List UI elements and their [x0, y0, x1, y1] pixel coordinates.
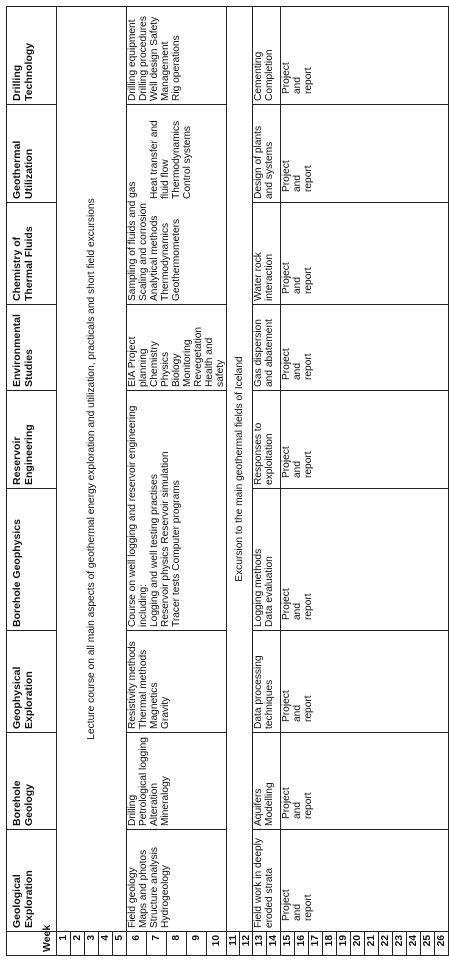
week-number: 1	[57, 932, 71, 956]
logging-methods-cell: Logging methods Data evaluation	[253, 489, 281, 631]
header-geological-exploration: Geological Exploration	[7, 830, 57, 932]
table-row	[281, 7, 295, 956]
design-plants-cell: Design of plants and systems	[253, 105, 281, 203]
project-report-cell: Project and report	[281, 305, 449, 391]
aquifers-cell: Aquifers Modelling	[253, 733, 281, 830]
week-number: 24	[407, 932, 421, 956]
week-number: 23	[393, 932, 407, 956]
utilization-topics: Heat transfer and fluid flow Thermodynamics Control systems	[149, 120, 193, 199]
cementing-cell: Cementing Completion	[253, 7, 281, 105]
header-borehole-geophysics: Borehole Geophysics	[7, 489, 57, 631]
week-number: 10	[207, 932, 227, 956]
project-report-cell: Project and report	[281, 733, 449, 830]
week-number: 9	[187, 932, 207, 956]
week-number: 2	[71, 932, 85, 956]
week-number: 20	[351, 932, 365, 956]
week-number: 19	[337, 932, 351, 956]
week-number: 16	[295, 932, 309, 956]
table-row	[227, 7, 240, 956]
project-report-cell: Project and report	[281, 105, 449, 203]
week-number: 14	[267, 932, 281, 956]
excursion-cell: Excursion to the main geothermal fields of Iceland	[227, 7, 253, 932]
week-number: 13	[253, 932, 267, 956]
week-number: 18	[323, 932, 337, 956]
chemistry-and-utilization-topics	[127, 105, 227, 305]
drilling-technology-topics: Drilling equipment Drilling procedures Well design Safety Management Rig operations	[127, 7, 227, 105]
gas-dispersion-cell: Gas dispersion and abatement	[253, 305, 281, 391]
week-number: 7	[147, 932, 167, 956]
chemistry-topics: Sampling of fluids and gas Scaling and corrosion Analytical methods Thermodynamics Geothermometers	[127, 181, 182, 301]
week-number: 21	[365, 932, 379, 956]
borehole-geology-topics: Drilling Petrological logging Alteration Mineralogy	[127, 733, 227, 830]
week-number: 4	[99, 932, 113, 956]
table-row	[57, 7, 71, 956]
header-chemistry-thermal-fluids: Chemistry of Thermal Fluids	[7, 203, 57, 305]
week-number: 17	[309, 932, 323, 956]
week-number: 22	[379, 932, 393, 956]
week-number: 8	[167, 932, 187, 956]
project-report-cell: Project and report	[281, 391, 449, 489]
field-work-cell: Field work in deeply eroded strata	[253, 830, 281, 932]
project-report-cell: Project and report	[281, 489, 449, 631]
header-drilling-technology: Drilling Technology	[7, 7, 57, 105]
week-number: 6	[127, 932, 147, 956]
project-report-cell: Project and report	[281, 830, 449, 932]
week-number: 26	[435, 932, 449, 956]
well-logging-reservoir-course: Course on well logging and reservoir engineering including: Logging and well testing practises Reservoir physics Reservoir simulation Tracer tests Computer programs	[127, 391, 227, 631]
project-report-cell: Project and report	[281, 7, 449, 105]
course-schedule-table	[6, 6, 449, 956]
environmental-studies-topics: EIA Project planning Chemistry Physics Biology Monitoring Revegetation Health and safety	[127, 305, 227, 391]
water-rock-cell: Water rock interaction	[253, 203, 281, 305]
week-number: 15	[281, 932, 295, 956]
table-row	[253, 7, 267, 956]
data-processing-cell: Data processing techniques	[253, 631, 281, 733]
header-borehole-geology: Borehole Geology	[7, 733, 57, 830]
geological-exploration-topics: Field geology Maps and photos Structure analysis Hydrogeology	[127, 830, 227, 932]
header-week: Week	[7, 932, 57, 956]
header-environmental-studies: Environmental Studies	[7, 305, 57, 391]
header-reservoir-engineering: Reservoir Engineering	[7, 391, 57, 489]
lecture-course-cell: Lecture course on all main aspects of geothermal energy exploration and utilization, practicals and short field excursions	[57, 7, 127, 932]
week-number: 3	[85, 932, 99, 956]
header-geophysical-exploration: Geophysical Exploration	[7, 631, 57, 733]
header-row	[7, 7, 57, 956]
header-geothermal-utilization: Geothermal Utilization	[7, 105, 57, 203]
geophysical-exploration-topics: Resistivity methods Thermal methods Magnetics Gravity	[127, 631, 227, 733]
week-number: 25	[421, 932, 435, 956]
week-number: 5	[113, 932, 127, 956]
week-number: 11	[227, 932, 240, 956]
project-report-cell: Project and report	[281, 203, 449, 305]
week-number: 12	[240, 932, 253, 956]
project-report-cell: Project and report	[281, 631, 449, 733]
responses-cell: Responses to exploitation	[253, 391, 281, 489]
table-row	[127, 7, 147, 956]
